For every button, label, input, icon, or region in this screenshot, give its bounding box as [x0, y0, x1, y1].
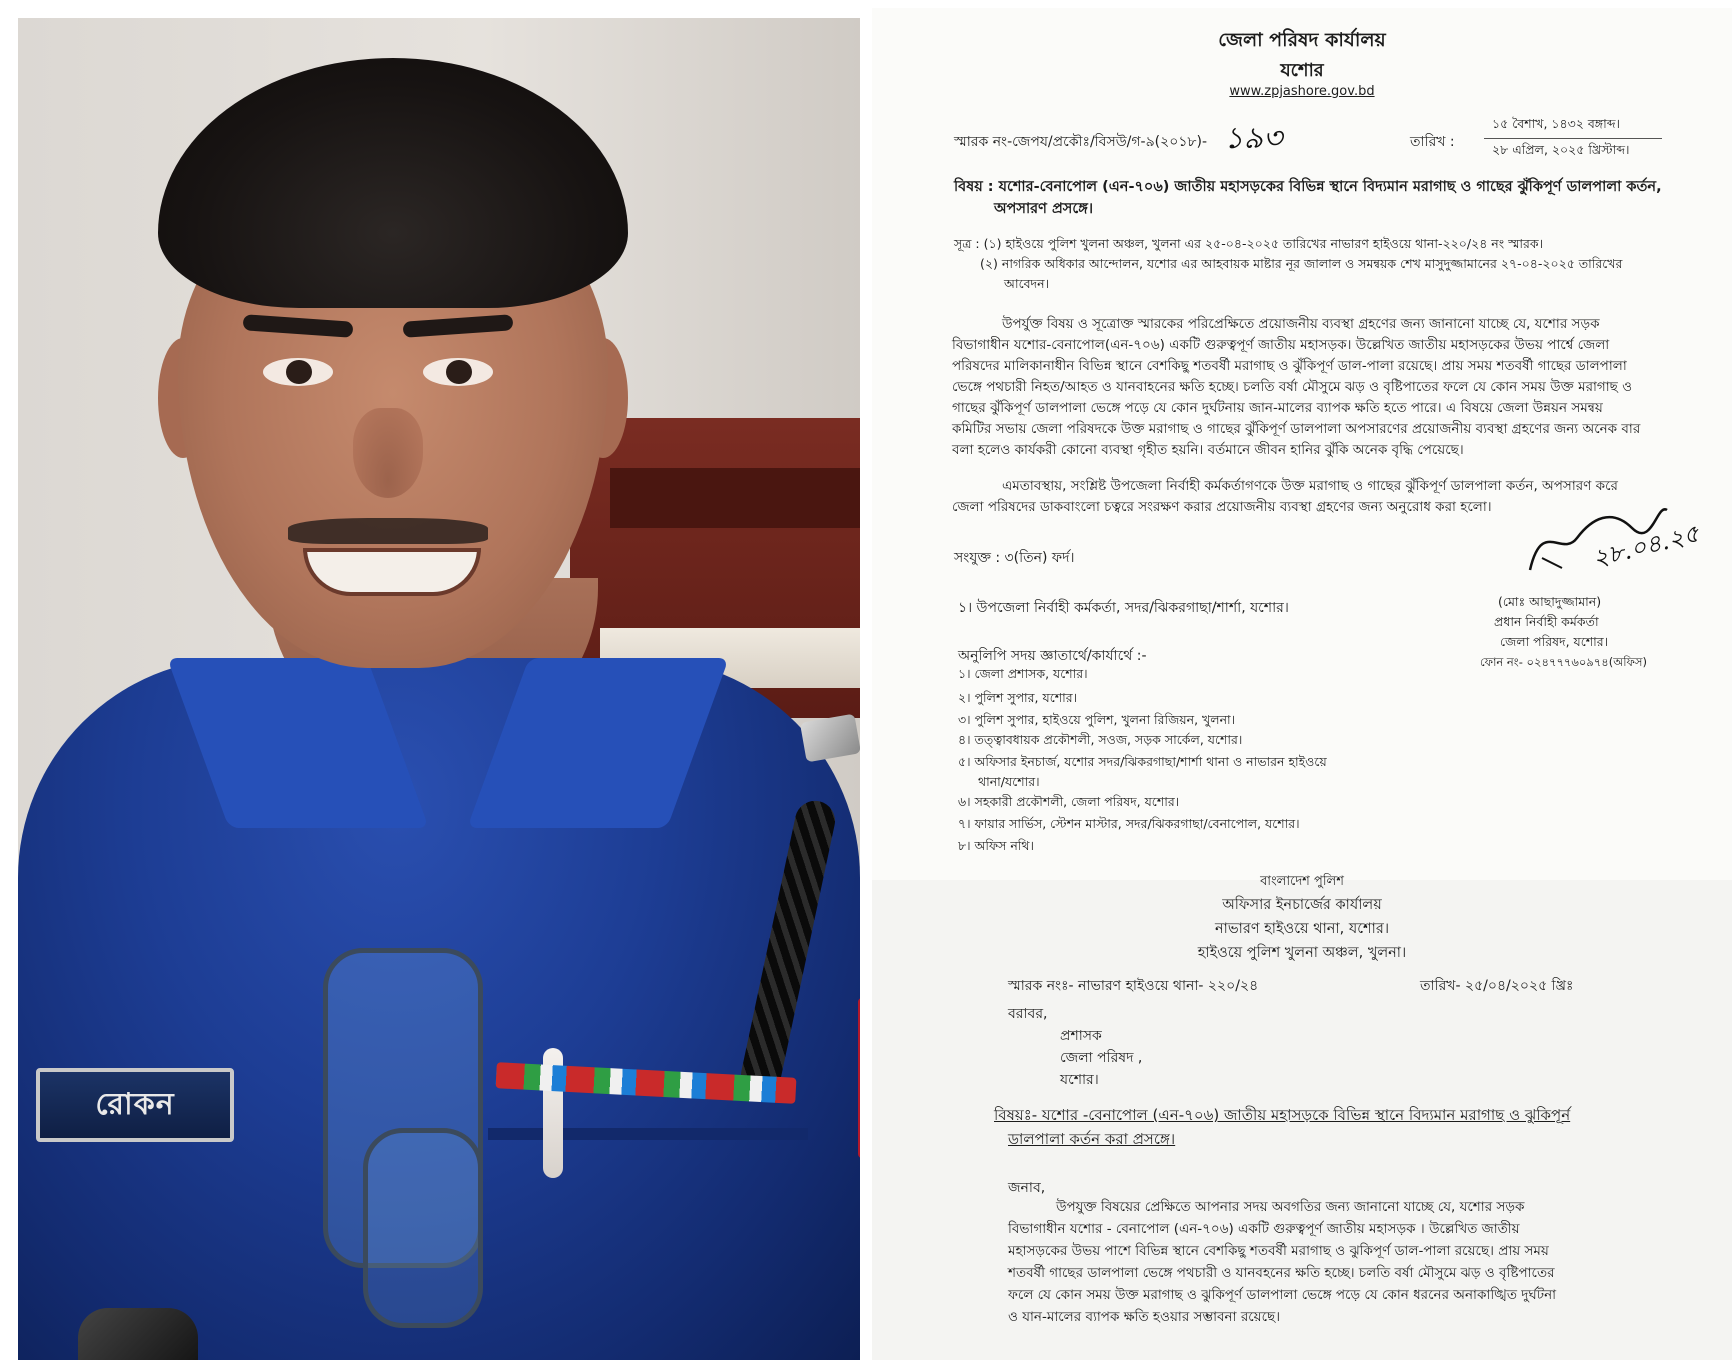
doc1-signer-title: প্রধান নির্বাহী কর্মকর্তা [1494, 614, 1599, 629]
doc2-memo-number: স্মারক নংঃ- নাভারণ হাইওয়ে থানা- ২২০/২৪ [1008, 978, 1259, 994]
doc1-date-bangla: ১৫ বৈশাখ, ১৪৩২ বঙ্গাব্দ। [1492, 116, 1620, 131]
doc2-salutation: জনাব, [1008, 1180, 1046, 1196]
doc1-signature-date: ২৮.০৪.২৫ [1589, 519, 1703, 573]
doc2-organization: বাংলাদেশ পুলিশ [1260, 874, 1344, 889]
doc1-body1-line: বিভাগাধীন যশোর-বেনাপোল(এন-৭০৬) একটি গুরুত্বপূর্ণ জাতীয় মহাসড়ক। উল্লেখিত জাতীয় মহাসড়কের উভয় পার্শ্বে জেলা [952, 337, 1610, 353]
doc1-copy-item: ৮। অফিস নথি। [958, 838, 1034, 853]
doc1-copy-item-continued: থানা/যশোর। [978, 774, 1040, 789]
doc1-copy-item: ৭। ফায়ার সার্ভিস, স্টেশন মাস্টার, সদর/ঝিকরগাছা/বেনাপোল, যশোর। [958, 816, 1300, 831]
doc1-date-divider [1484, 138, 1662, 139]
doc1-memo-number: স্মারক নং-জেপয/প্রকৌঃ/বিসউ/গ-৯(২০১৮)- [954, 134, 1208, 150]
shirt-pocket-seam [488, 1128, 808, 1140]
doc1-body1-line: উপর্যুক্ত বিষয় ও সূত্রোক্ত স্মারকের পরিপ্রেক্ষিতে প্রয়োজনীয় ব্যবস্থা গ্রহণের জন্য জানানো যাচ্ছে যে, যশোর সড়ক [1002, 316, 1600, 332]
doc1-copy-item: ৪। তত্ত্বাবধায়ক প্রকৌশলী, সওজ, সড়ক সার্কেল, যশোর। [958, 732, 1243, 747]
doc1-copy-item: ৫। অফিসার ইনচার্জ, যশোর সদর/ঝিকরগাছা/শার্শা থানা ও নাভারন হাইওয়ে [958, 754, 1327, 769]
doc1-signer-office: জেলা পরিষদ, যশোর। [1500, 634, 1609, 649]
doc2-body-line: বিভাগাধীন যশোর - বেনাপোল (এন-৭০৬) একটি গুরুত্বপূর্ণ জাতীয় মহাসড়ক । উল্লেখিত জাতীয় [1008, 1221, 1520, 1237]
photo-pupil-left [286, 360, 312, 384]
photo-mustache [288, 518, 488, 544]
doc1-reference-1: সূত্র : (১) হাইওয়ে পুলিশ খুলনা অঞ্চল, খুলনা এর ২৫-০৪-২০২৫ তারিখের নাভারণ হাইওয়ে থানা-২২০/২৪ নং স্মারক। [954, 236, 1544, 251]
doc1-subject-line2: অপসারণ প্রসঙ্গে। [994, 201, 1094, 217]
photo-nose [353, 408, 423, 498]
name-plate-text: রোকন [95, 1086, 175, 1122]
name-plate [36, 1068, 234, 1142]
doc1-recipient: ১। উপজেলা নির্বাহী কর্মকর্তা, সদর/ঝিকরগাছা/শার্শা, যশোর। [958, 600, 1289, 616]
doc2-address-line2: জেলা পরিষদ , [1060, 1050, 1143, 1066]
doc2-body-line: শতবর্ষী গাছের ডালপালা ভেঙ্গে পথচারী ও যানবহনের ক্ষতি হচ্ছে। চলতি বর্ষা মৌসুমে ঝড় ও বৃষ্টিপাতের [1008, 1265, 1555, 1281]
district-council-letter [872, 8, 1732, 880]
doc2-body-line: উপযুক্ত বিষয়ের প্রেক্ষিতে আপনার সদয় অবগতির জন্য জানানো যাচ্ছে যে, যশোর সড়ক [1056, 1199, 1525, 1215]
doc2-body-line: ফলে যে কোন সময় উক্ত মরাগাছ ও ঝুকিপূর্ণ ডালপালা ভেঙ্গে পড়ে যে কোন ধরনের অনাকাঙ্খিত দুর্ঘটনা [1008, 1287, 1557, 1303]
doc2-to: বরাবর, [1008, 1006, 1048, 1022]
doc2-date: তারিখ- ২৫/০৪/২০২৫ খ্রিঃ [1420, 978, 1574, 994]
doc1-copy-item: ১। জেলা প্রশাসক, যশোর। [958, 666, 1088, 681]
doc2-body-line: মহাসড়কের উভয় পাশে বিভিন্ন স্থানে বেশকিছু শতবর্ষী মরাগাছ ও ঝুকিপূর্ণ ডাল-পালা রয়েছে। প্রায় সময় [1008, 1243, 1549, 1259]
doc1-copy-item: ২। পুলিশ সুপার, যশোর। [958, 690, 1078, 705]
doc2-station: নাভারণ হাইওয়ে থানা, যশোর। [1214, 921, 1390, 937]
hanging-glasses-lens-bottom [363, 1128, 483, 1328]
doc1-copy-header: অনুলিপি সদয় জ্ঞাতার্থে/কার্যার্থে :- [958, 648, 1147, 664]
doc1-body2-line: এমতাবস্থায়, সংশ্লিষ্ট উপজেলা নির্বাহী কর্মকর্তাগণকে উক্ত মরাগাছ ও গাছের ঝুঁকিপূর্ণ ডালপালা কর্তন, অপসারণ করে [1002, 478, 1618, 494]
doc1-body1-line: ভেঙ্গে পথচারী নিহত/আহত ও যানবাহনের ক্ষতি হচ্ছে। চলতি বর্ষা মৌসুমে ঝড় ও বৃষ্টিপাতের ফলে যে কোন সময় উক্ত মরাগাছ ও [952, 379, 1633, 395]
doc1-body1-line: কমিটির সভায় জেলা পরিষদকে উক্ত মরাগাছ ও গাছের ঝুঁকিপূর্ণ ডালপালা অপসারণের প্রয়োজনীয় ব্যবস্থা গ্রহণের জন্য অনেক বার [952, 421, 1641, 437]
arm-patch [858, 998, 860, 1158]
doc2-address-line3: যশোর। [1060, 1072, 1099, 1088]
doc1-copy-item: ৩। পুলিশ সুপার, হাইওয়ে পুলিশ, খুলনা রিজিয়ন, খুলনা। [958, 712, 1236, 727]
doc1-date-label: তারিখ : [1410, 134, 1455, 150]
doc1-enclosure: সংযুক্ত : ৩(তিন) ফর্দ। [954, 550, 1075, 566]
doc1-office-title: জেলা পরিষদ কার্যালয় [1218, 29, 1386, 51]
doc1-memo-number-handwritten: ১৯৩ [1224, 121, 1283, 156]
doc2-office: অফিসার ইনচার্জের কার্যালয় [1222, 897, 1382, 913]
doc2-body-line: ও যান-মালের ব্যাপক ক্ষতি হওয়ার সম্ভাবনা রয়েছে। [1008, 1309, 1281, 1325]
doc2-subject-line1: বিষয়ঃ- যশোর -বেনাপোল (এন-৭০৬) জাতীয় মহাসড়কে বিভিন্ন স্থানে বিদ্যমান মরাগাছ ও ঝুকিপূর্ন [994, 1106, 1571, 1124]
doc1-city: যশোর [1280, 60, 1324, 81]
doc1-body-paragraph-1 [952, 314, 1640, 461]
doc1-body2-line: জেলা পরিষদের ডাকবাংলো চত্বরে সংরক্ষণ করার প্রয়োজনীয় ব্যবস্থা গ্রহণের জন্য অনুরোধ করা হলো। [952, 499, 1492, 515]
doc1-website-link[interactable]: www.zpjashore.gov.bd [1229, 84, 1375, 99]
doc2-address-line1: প্রশাসক [1060, 1028, 1102, 1044]
doc1-date-english: ২৮ এপ্রিল, ২০২৫ খ্রিস্টাব্দ। [1492, 142, 1630, 157]
doc2-region: হাইওয়ে পুলিশ খুলনা অঞ্চল, খুলনা। [1197, 945, 1407, 961]
doc1-subject-line1: বিষয় : যশোর-বেনাপোল (এন-৭০৬) জাতীয় মহাসড়কের বিভিন্ন স্থানে বিদ্যমান মরাগাছ ও গাছের ঝুঁকিপূর্ণ ডালপালা কর্তন, [954, 179, 1662, 195]
police-badge [78, 1308, 198, 1360]
doc1-signer-name: (মোঃ আছাদুজ্জামান) [1498, 594, 1602, 609]
officer-photo [18, 18, 860, 1360]
doc1-body1-line: পরিষদের মালিকানাধীন বিভিন্ন স্থানে বেশকিছু শতবর্ষী মরাগাছ ও ঝুঁকিপূর্ণ ডাল-পালা রয়েছে। প্রায় সময় শতবর্ষী গাছের ডালপালা [952, 358, 1627, 374]
doc1-reference-3: আবেদন। [1004, 276, 1050, 291]
doc2-subject-line2: ডালপালা কর্তন করা প্রসঙ্গে। [1008, 1130, 1176, 1148]
doc1-signer-phone: ফোন নং- ০২৪৭৭৭৬০৯৭৪(অফিস) [1480, 655, 1647, 669]
highway-police-letter [872, 874, 1732, 1360]
doc1-body1-line: গাছের ঝুঁকিপূর্ণ ডালপালা ভেঙ্গে পড়ে যে কোন দুর্ঘটনায় জান-মালের ব্যাপক ক্ষতি হতে পারে। এ বিষয়ে জেলা উন্নয়ন সমন্বয় [952, 400, 1603, 416]
photo-background-door-panel [610, 468, 860, 528]
doc1-body-paragraph-2 [952, 476, 1618, 518]
doc1-body1-line: বলা হলেও কার্যকরী কোনো ব্যবস্থা গৃহীত হয়নি। বর্তমানে জীবন হানির ঝুঁকি অনেক বৃদ্ধি পেয়েছে। [952, 442, 1464, 458]
doc2-body-paragraph [1008, 1196, 1556, 1328]
doc1-reference-2: (২) নাগরিক অধিকার আন্দোলন, যশোর এর আহবায়ক মাষ্টার নূর জালাল ও সমন্বয়ক শেখ মাসুদুজ্জামানের ২৭-০৪-২০২৫ তারিখের [980, 256, 1623, 271]
photo-smile [303, 548, 481, 596]
doc1-copy-item: ৬। সহকারী প্রকৌশলী, জেলা পরিষদ, যশোর। [958, 794, 1180, 809]
photo-pupil-right [446, 360, 472, 384]
